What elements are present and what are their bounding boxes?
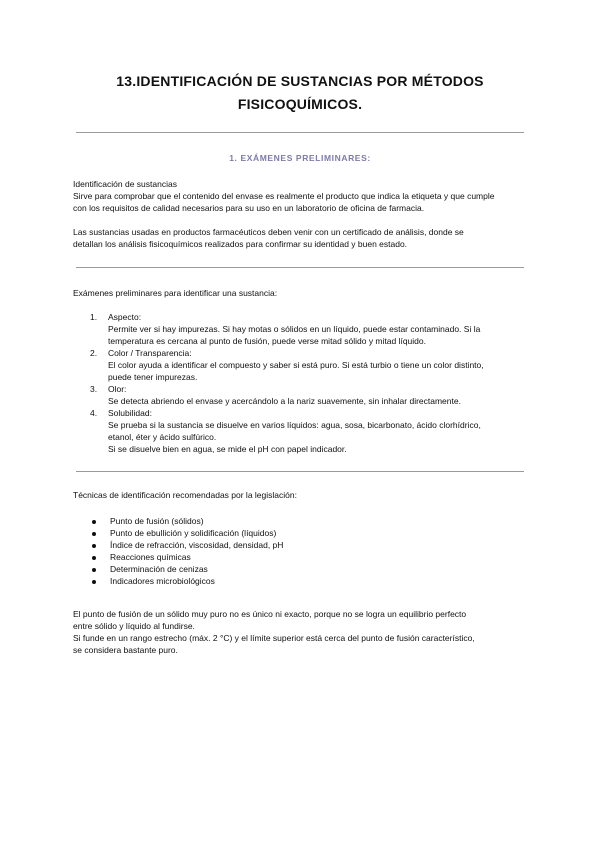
intro-block xyxy=(73,178,528,250)
list-item xyxy=(73,383,528,407)
list-item-text: Determinación de cenizas xyxy=(110,564,208,574)
list-number: 3. xyxy=(90,384,98,394)
divider xyxy=(76,471,524,472)
spacer xyxy=(73,214,528,226)
intro-line: con los requisitos de calidad necesarios para su uso en un laboratorio de oficina de farmacia. xyxy=(73,203,425,213)
list-item xyxy=(73,527,528,539)
list-item-title: Solubilidad: xyxy=(108,408,152,418)
bullet-icon xyxy=(92,568,96,572)
list-item-line: El color ayuda a identificar el compuesto y saber si está puro. Si está turbio o tiene un color distinto, xyxy=(108,360,484,370)
title-line: 13.IDENTIFICACIÓN DE SUSTANCIAS POR MÉTODOS xyxy=(116,73,484,89)
list-item xyxy=(73,311,528,347)
list-item-line: Permite ver si hay impurezas. Si hay motas o sólidos en un líquido, puede estar contaminado. Si la xyxy=(108,324,481,334)
list-item-line: temperatura es cercana al punto de fusión, puede verse mitad sólido y mitad líquido. xyxy=(108,336,426,346)
list-item-title: Aspecto: xyxy=(108,312,142,322)
list-item-text: Indicadores microbiológicos xyxy=(110,576,215,586)
bullet-icon xyxy=(92,544,96,548)
document-title xyxy=(80,70,520,116)
list-item-text: Punto de ebullición y solidificación (líquidos) xyxy=(110,528,277,538)
list-number: 4. xyxy=(90,408,98,418)
list-item xyxy=(73,347,528,383)
techniques-list xyxy=(73,515,528,587)
list-item-text: Reacciones químicas xyxy=(110,552,191,562)
bullet-icon xyxy=(92,532,96,536)
title-line: FISICOQUÍMICOS. xyxy=(237,96,363,112)
closing-line: se considera bastante puro. xyxy=(73,645,178,655)
list-item xyxy=(73,515,528,527)
intro-line: Las sustancias usadas en productos farmacéuticos deben venir con un certificado de análisis, donde se xyxy=(73,227,464,237)
bullet-icon xyxy=(92,556,96,560)
list-item xyxy=(73,551,528,563)
preliminary-exams-list xyxy=(73,311,528,455)
list-item-text: Índice de refracción, viscosidad, densidad, pH xyxy=(110,540,284,550)
list-item-line: etanol, éter y ácido sulfúrico. xyxy=(108,432,217,442)
section-heading: 1. EXÁMENES PRELIMINARES: xyxy=(229,153,371,163)
closing-block xyxy=(73,608,528,656)
list-item-text: Punto de fusión (sólidos) xyxy=(110,516,204,526)
closing-line: El punto de fusión de un sólido muy puro no es único ni exacto, porque no se logra un equilibrio perfecto xyxy=(73,609,467,619)
list-item xyxy=(73,575,528,587)
intro-subheading: Identificación de sustancias xyxy=(73,179,177,189)
divider xyxy=(76,267,524,268)
techniques-heading: Técnicas de identificación recomendadas por la legislación: xyxy=(73,490,297,500)
closing-line: Si funde en un rango estrecho (máx. 2 °C) y el límite superior está cerca del punto de fusión característico, xyxy=(73,633,475,643)
list-item xyxy=(73,539,528,551)
list-item-line: Se detecta abriendo el envase y acercándolo a la nariz suavemente, sin inhalar directamente. xyxy=(108,396,461,406)
list-item-title: Olor: xyxy=(108,384,127,394)
list-number: 1. xyxy=(90,312,98,322)
intro-line: Sirve para comprobar que el contenido del envase es realmente el producto que indica la etiqueta y que cumple xyxy=(73,191,495,201)
intro-line: detallan los análisis fisicoquímicos realizados para confirmar su identidad y buen estado. xyxy=(73,239,408,249)
list-item-line: puede tener impurezas. xyxy=(108,372,198,382)
closing-line: entre sólido y líquido al fundirse. xyxy=(73,621,195,631)
list-item xyxy=(73,407,528,455)
list-number: 2. xyxy=(90,348,98,358)
preliminary-exams-heading: Exámenes preliminares para identificar una sustancia: xyxy=(73,288,278,298)
bullet-icon xyxy=(92,520,96,524)
list-item-title: Color / Transparencia: xyxy=(108,348,192,358)
divider xyxy=(76,132,524,133)
list-item xyxy=(73,563,528,575)
bullet-icon xyxy=(92,580,96,584)
list-item-line: Se prueba si la sustancia se disuelve en varios líquidos: agua, sosa, bicarbonato, ácido clorhídrico, xyxy=(108,420,481,430)
list-item-line: Si se disuelve bien en agua, se mide el pH con papel indicador. xyxy=(108,444,347,454)
